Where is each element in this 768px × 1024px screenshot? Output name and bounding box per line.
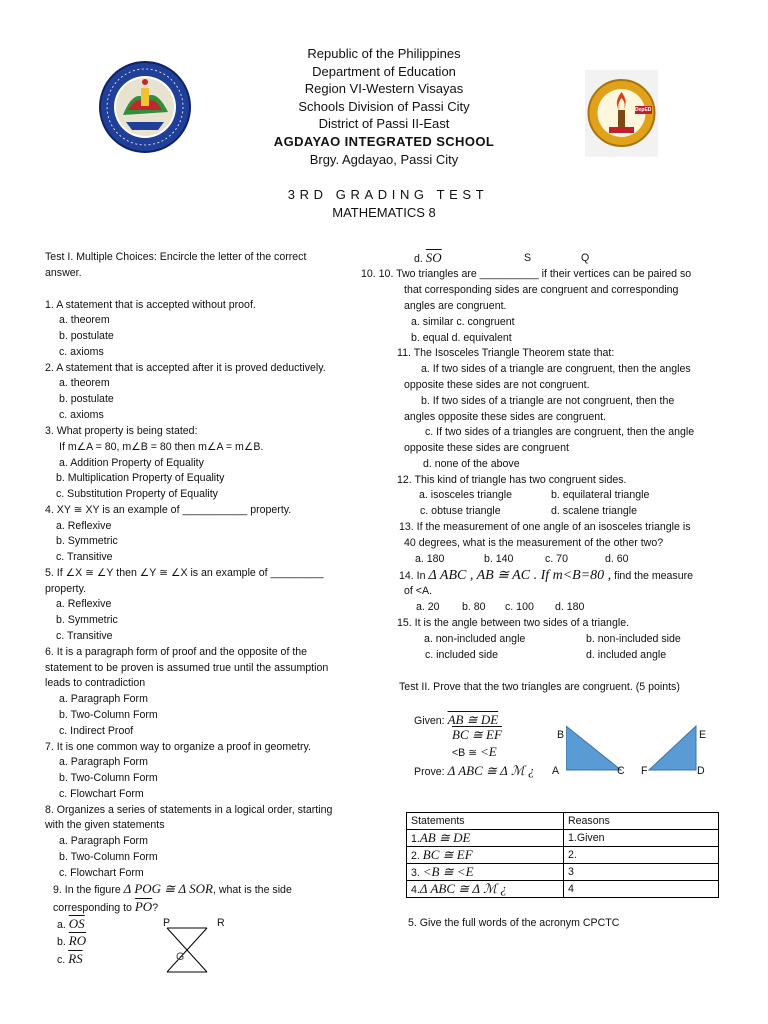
- label-f: F: [641, 765, 648, 777]
- q8-choice-a: a. Paragraph Form: [59, 835, 148, 847]
- q15-choice-d: d. included angle: [586, 649, 667, 661]
- question-14-cont: of <A.: [404, 585, 432, 597]
- q9-label-r: R: [217, 917, 225, 929]
- question-12: 12. This kind of triangle has two congruent sides.: [397, 474, 627, 486]
- q4-choice-b: b. Symmetric: [56, 535, 118, 547]
- q15-choice-c: c. included side: [425, 649, 499, 661]
- q4-choice-c: c. Transitive: [56, 551, 113, 563]
- q13-choice-a: a. 180: [415, 553, 445, 565]
- q14-choice-d: d. 180: [555, 601, 585, 613]
- q11-choice-b-cont: angles opposite these sides are congruent.: [404, 411, 607, 423]
- table-row: [407, 881, 719, 898]
- table-cell-statement: 3. <B ≅ <E: [407, 864, 564, 881]
- question-11: 11. The Isosceles Triangle Theorem state that:: [397, 347, 615, 359]
- question-6-cont: statement to be proven is assumed true until the assumption: [45, 662, 329, 674]
- proof-table: [406, 812, 719, 898]
- q9-label-s: S: [524, 252, 532, 264]
- question-13: 13. If the measurement of one angle of an isosceles triangle is: [399, 521, 691, 533]
- q12-choice-d: d. scalene triangle: [551, 505, 637, 517]
- q15-choice-b: b. non-included side: [586, 633, 681, 645]
- question-5-cont: property.: [45, 583, 87, 595]
- q3-statement: If m∠A = 80, m∠B = 80 then m∠A = m∠B.: [59, 441, 264, 453]
- question-3: 3. What property is being stated:: [45, 425, 198, 437]
- q2-choice-b: b. postulate: [59, 393, 114, 405]
- label-e: E: [699, 729, 707, 741]
- table-cell-statement: 1.AB ≅ DE: [407, 830, 564, 847]
- question-1: 1. A statement that is accepted without proof.: [45, 299, 256, 311]
- table-header-statements: Statements: [407, 813, 564, 830]
- q14-choice-a: a. 20: [416, 601, 440, 613]
- question-5: 5. If ∠X ≅ ∠Y then ∠Y ≅ ∠X is an example of _________: [45, 567, 324, 579]
- question-10-cont2: angles are congruent.: [404, 300, 507, 312]
- label-a: A: [552, 765, 560, 777]
- question-8-cont: with the given statements: [45, 819, 165, 831]
- q12-choice-c: c. obtuse triangle: [420, 505, 501, 517]
- triangle-abc: [566, 726, 621, 770]
- q9-choice-b: b. $\overline{RO}$: [57, 933, 87, 948]
- table-row: [407, 830, 719, 847]
- q14-choice-b: b. 80: [462, 601, 486, 613]
- q9-choice-c: c. $\overline{RS}$: [57, 951, 83, 966]
- q11-choice-d: d. none of the above: [423, 458, 520, 470]
- q13-choice-d: d. 60: [605, 553, 629, 565]
- subject-title: MATHEMATICS 8: [332, 205, 436, 220]
- congruent-triangles-figure: [566, 724, 701, 776]
- question-8: 8. Organizes a series of statements in a logical order, starting: [45, 804, 333, 816]
- label-c: C: [617, 765, 625, 777]
- label-b: B: [557, 729, 565, 741]
- q9-choice-d: d. $\overline{SO}$: [414, 250, 442, 265]
- question-4: 4. XY ≅ XY is an example of ___________ property.: [45, 504, 292, 516]
- question-7: 7. It is one common way to organize a proof in geometry.: [45, 741, 311, 753]
- school-name: AGDAYAO INTEGRATED SCHOOL: [273, 134, 495, 149]
- q1-choice-c: c. axioms: [59, 346, 104, 358]
- table-header-row: [407, 813, 719, 830]
- q10-choices-ac: a. similar c. congruent: [411, 316, 515, 328]
- q9-label-q: Q: [581, 252, 590, 264]
- q9-label-p: P: [163, 917, 171, 929]
- school-address: Brgy. Agdayao, Passi City: [309, 152, 459, 167]
- table-header-reasons: Reasons: [564, 813, 719, 830]
- q10-choices-bd: b. equal d. equivalent: [411, 332, 512, 344]
- given-line-2: BC ≅ EF: [452, 727, 502, 742]
- q9-choice-a: a. $\overline{OS}$: [57, 916, 85, 931]
- table-cell-statement: 4.Δ ABC ≅ Δ ℳ ¿: [407, 881, 564, 898]
- q14-choice-c: c. 100: [505, 601, 534, 613]
- q12-choice-a: a. isosceles triangle: [419, 489, 513, 501]
- label-d: D: [697, 765, 705, 777]
- question-14: 14. In Δ ABC , AB ≅ AC . If m<B=80 , find the measure: [399, 568, 694, 583]
- q5-choice-b: b. Symmetric: [56, 614, 118, 626]
- table-cell-reason: 3: [564, 864, 719, 881]
- triangle-def: [649, 726, 696, 770]
- test1-instruction: Test I. Multiple Choices: Encircle the letter of the correct: [45, 251, 307, 263]
- table-cell-reason: 4: [564, 881, 719, 898]
- q5-choice-a: a. Reflexive: [56, 598, 112, 610]
- q7-choice-c: c. Flowchart Form: [59, 788, 144, 800]
- header-department: Department of Education: [312, 63, 456, 79]
- q9-label-g: G: [176, 951, 185, 963]
- q3-choice-a: a. Addition Property of Equality: [59, 457, 204, 469]
- question-6: 6. It is a paragraph form of proof and the opposite of the: [45, 646, 308, 658]
- header-republic: Republic of the Philippines: [307, 46, 461, 61]
- table-cell-reason: 2.: [564, 847, 719, 864]
- q8-choice-b: b. Two-Column Form: [59, 851, 158, 863]
- q13-choice-c: c. 70: [545, 553, 568, 565]
- q3-choice-b: b. Multiplication Property of Equality: [56, 472, 225, 484]
- q6-choice-b: b. Two-Column Form: [59, 709, 158, 721]
- q1-choice-b: b. postulate: [59, 330, 114, 342]
- q11-choice-b: b. If two sides of a triangle are not congruent, then the: [421, 395, 675, 407]
- q11-choice-a: a. If two sides of a triangle are congruent, then the angles: [421, 363, 691, 375]
- test-title: 3RD GRADING TEST: [287, 187, 489, 202]
- q12-choice-b: b. equilateral triangle: [551, 489, 650, 501]
- q15-choice-a: a. non-included angle: [424, 633, 526, 645]
- q2-choice-c: c. axioms: [59, 409, 104, 421]
- logo-right-caption: DepED: [635, 107, 652, 113]
- question-9-cont: corresponding to $\overline{PO}$?: [53, 899, 159, 914]
- table-cell-reason: 1.Given: [564, 830, 719, 847]
- test2-instruction: Test II. Prove that the two triangles are congruent. (5 points): [399, 681, 680, 693]
- question-10-cont: that corresponding sides are congruent and corresponding: [404, 284, 679, 296]
- q7-choice-b: b. Two-Column Form: [59, 772, 158, 784]
- q6-choice-a: a. Paragraph Form: [59, 693, 148, 705]
- q11-choice-c: c. If two sides of a triangles are congruent, then the angle: [425, 426, 695, 438]
- header-district: District of Passi II-East: [318, 116, 450, 131]
- q4-choice-a: a. Reflexive: [56, 520, 112, 532]
- question-2: 2. A statement that is accepted after it is proved deductively.: [45, 362, 326, 374]
- q2-choice-a: a. theorem: [59, 377, 110, 389]
- q9-hourglass-figure: [163, 926, 211, 974]
- q11-choice-c-cont: opposite these sides are congruent: [404, 442, 569, 454]
- q11-choice-a-cont: opposite these sides are not congruent.: [404, 379, 590, 391]
- prove-line: Prove: Δ ABC ≅ Δ ℳ ¿: [414, 763, 535, 778]
- test2-question-5: 5. Give the full words of the acronym CPCTC: [408, 917, 620, 929]
- q6-choice-c: c. Indirect Proof: [59, 725, 134, 737]
- test1-instruction-cont: answer.: [45, 267, 82, 279]
- question-13-cont: 40 degrees, what is the measurement of the other two?: [404, 537, 664, 549]
- question-9: 9. In the figure Δ POG ≅ Δ SOR, what is the side: [53, 881, 292, 896]
- q1-choice-a: a. theorem: [59, 314, 110, 326]
- question-15: 15. It is the angle between two sides of a triangle.: [397, 617, 630, 629]
- table-row: [407, 864, 719, 881]
- table-row: [407, 847, 719, 864]
- table-cell-statement: 2. BC ≅ EF: [407, 847, 564, 864]
- deped-division-seal-logo: [98, 60, 192, 154]
- q3-choice-c: c. Substitution Property of Equality: [56, 488, 218, 500]
- given-line-3: <B ≅ <E: [452, 744, 497, 759]
- q8-choice-c: c. Flowchart Form: [59, 867, 144, 879]
- question-10: 10. 10. Two triangles are __________ if their vertices can be paired so: [361, 268, 692, 280]
- header-division: Schools Division of Passi City: [298, 98, 470, 114]
- q7-choice-a: a. Paragraph Form: [59, 756, 148, 768]
- given-line-1: Given: AB ≅ DE: [414, 712, 499, 727]
- school-seal-logo: [585, 70, 658, 157]
- header-region: Region VI-Western Visayas: [304, 81, 464, 96]
- question-6-cont2: leads to contradiction: [45, 677, 146, 689]
- q5-choice-c: c. Transitive: [56, 630, 113, 642]
- q13-choice-b: b. 140: [484, 553, 514, 565]
